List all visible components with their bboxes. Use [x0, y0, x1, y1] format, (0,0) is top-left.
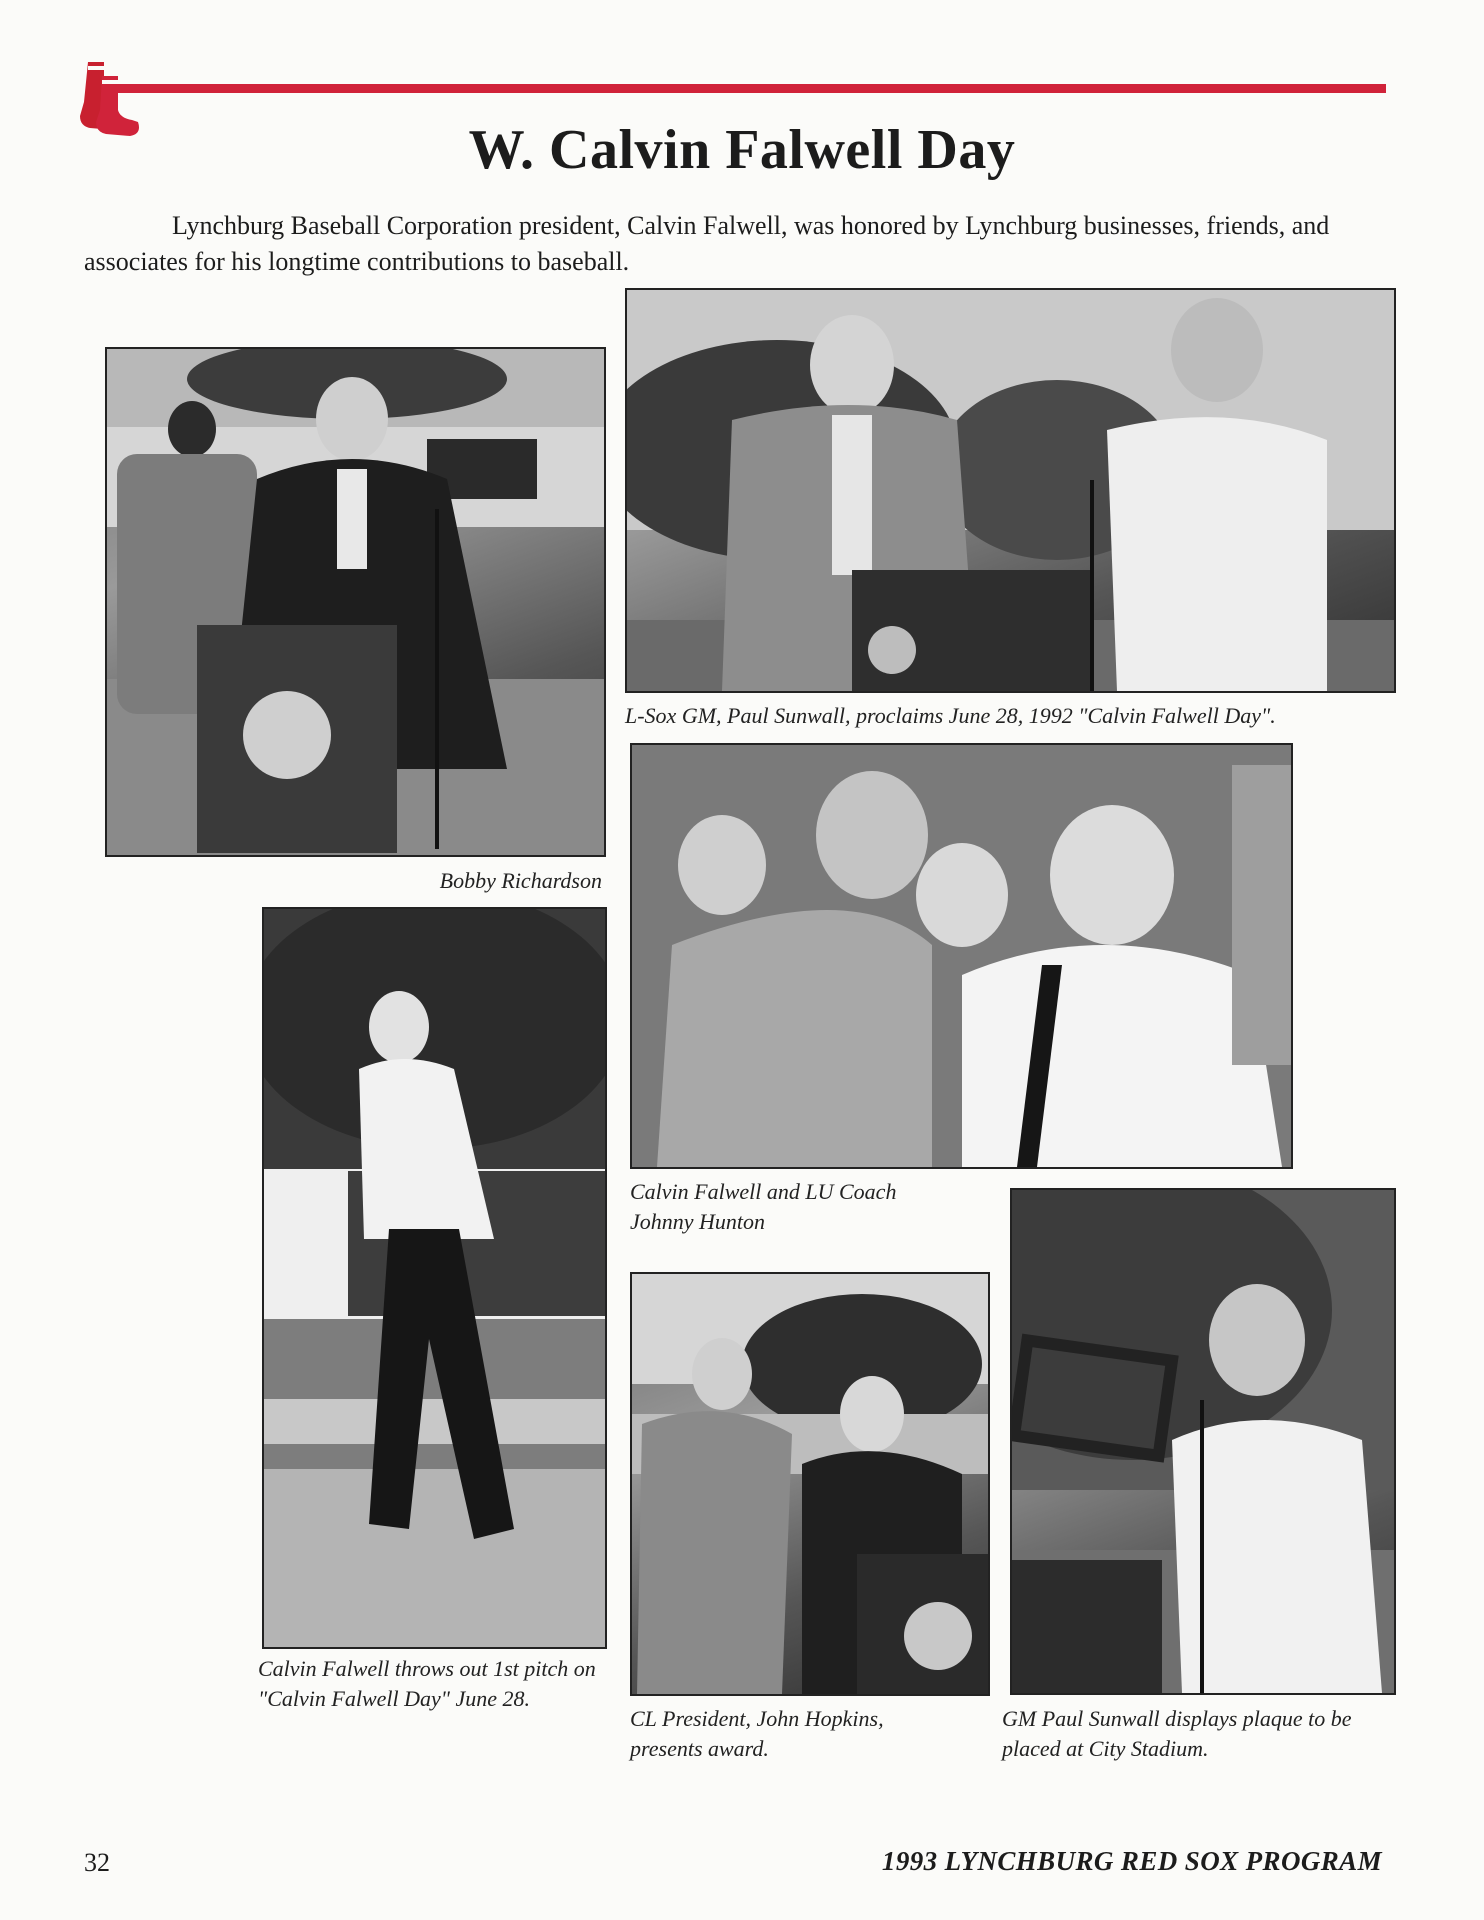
intro-paragraph: Lynchburg Baseball Corporation president, Calvin Falwell, was honored by Lynchburg businesses, friends, and associates for his longtime contributions to baseball.: [84, 211, 1330, 276]
caption-first-pitch: Calvin Falwell throws out 1st pitch on "Calvin Falwell Day" June 28.: [258, 1656, 596, 1711]
page-number: 32: [84, 1848, 110, 1877]
photo-plaque: [1010, 1188, 1396, 1695]
photo-bobby-richardson: [105, 347, 606, 857]
photo-proclamation: [625, 288, 1396, 693]
photo-first-pitch: [262, 907, 607, 1649]
header-rule: [118, 84, 1386, 93]
footer-title: 1993 LYNCHBURG RED SOX PROGRAM: [881, 1846, 1382, 1876]
caption-proclamation: L-Sox GM, Paul Sunwall, proclaims June 28, 1992 "Calvin Falwell Day".: [625, 703, 1276, 728]
photo-greeting: [630, 743, 1293, 1169]
caption-award: CL President, John Hopkins, presents award.: [630, 1706, 884, 1761]
photo-award: [630, 1272, 990, 1696]
caption-greeting: Calvin Falwell and LU Coach Johnny Hunton: [630, 1179, 897, 1234]
caption-plaque: GM Paul Sunwall displays plaque to be placed at City Stadium.: [1002, 1706, 1352, 1761]
page-title: W. Calvin Falwell Day: [468, 119, 1016, 181]
caption-bobby-richardson: Bobby Richardson: [439, 868, 602, 893]
